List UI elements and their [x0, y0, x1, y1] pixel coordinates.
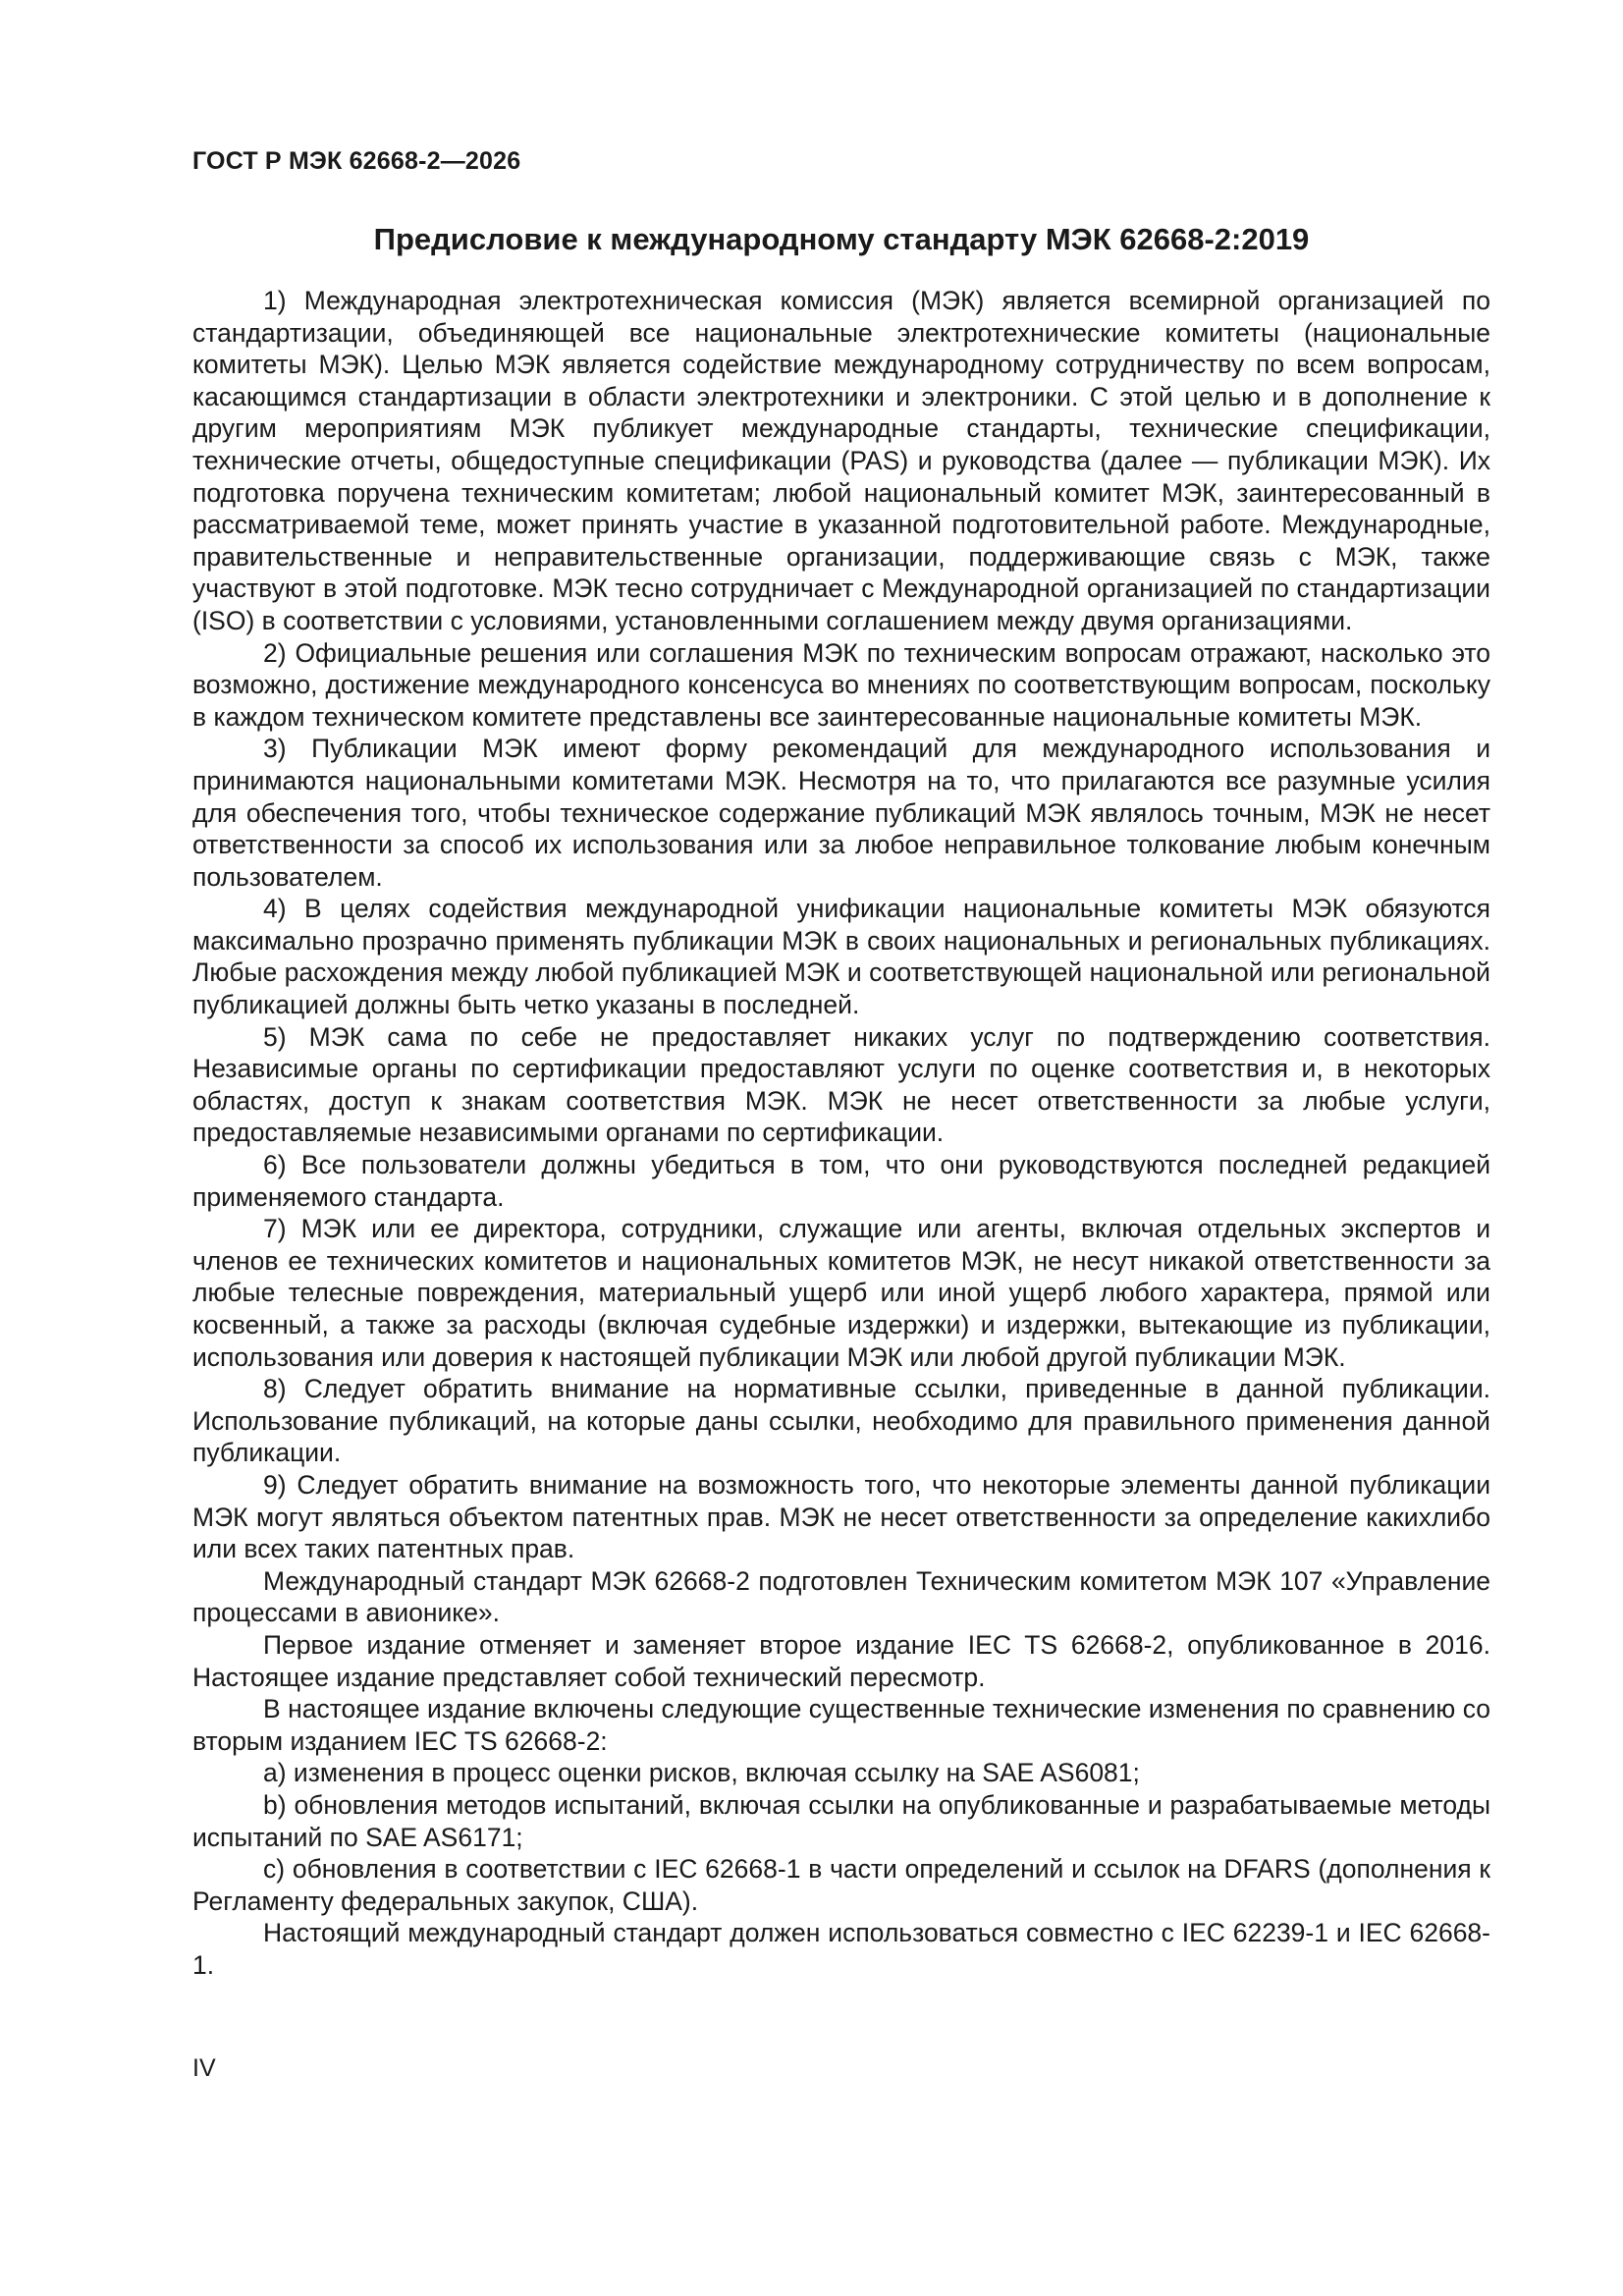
paragraph-6: 6) Все пользователи должны убедиться в том, что они руководствуются последней редакцией применяемого стандарта.	[192, 1150, 1490, 1212]
paragraph-8: 8) Следует обратить внимание на нормативные ссылки, приведенные в данной публикации. Использование публикаций, на которые даны ссылки, необходимо для правильного применения данной публикации.	[192, 1374, 1490, 1468]
paragraph-usage: Настоящий международный стандарт должен использоваться совместно с IEC 62239-1 и IEC 62668-1.	[192, 1918, 1490, 1980]
change-item-a: a) изменения в процесс оценки рисков, включая ссылку на SAE AS6081;	[263, 1758, 1140, 1788]
paragraph-9: 9) Следует обратить внимание на возможность того, что некоторые элементы данной публикации МЭК могут являться объектом патентных прав. МЭК не несет ответственности за определение какихлибо или всех таких патентных прав.	[192, 1469, 1490, 1564]
paragraph-5: 5) МЭК сама по себе не предоставляет никаких услуг по подтверждению соответствия. Независимые органы по сертификации предоставляют услуги по оценке соответствия и, в некоторых областях, доступ к знакам соответствия МЭК. МЭК не несет ответственности за любые услуги, предоставляемые независимыми органами по сертификации.	[192, 1021, 1490, 1148]
paragraph-1: 1) Международная электротехническая комиссия (МЭК) является всемирной организацией по стандартизации, объединяющей все национальные электротехнические комитеты (национальные комитеты МЭК). Целью МЭК является содействие международному сотрудничеству по всем вопросам, касающимся стандартизации в области электротехники и электроники. С этой целью и в дополнение к другим мероприятиям МЭК публикует международные стандарты, технические спецификации, технические отчеты, общедоступные спецификации (PAS) и руководства (далее — публикации МЭК). Их подготовка поручена техническим комитетам; любой национальный комитет МЭК, заинтересованный в рассматриваемой теме, может принять участие в указанной подготовительной работе. Международные, правительственные и неправительственные организации, поддерживающие связь с МЭК, также участвуют в этой подготовке. МЭК тесно сотрудничает с Международной организацией по стандартизации (ISO) в соответствии с условиями, установленными соглашением между двумя организациями.	[192, 286, 1490, 635]
paragraph-prepared-by: Международный стандарт МЭК 62668-2 подготовлен Техническим комитетом МЭК 107 «Управление процессами в авионике».	[192, 1565, 1490, 1628]
change-item-b: b) обновления методов испытаний, включая ссылки на опубликованные и разрабатываемые методы испытаний по SAE AS6171;	[192, 1789, 1490, 1852]
paragraph-4: 4) В целях содействия международной унификации национальные комитеты МЭК обязуются максимально прозрачно применять публикации МЭК в своих национальных и региональных публикациях. Любые расхождения между любой публикацией МЭК и соответствующей национальной или региональной публикацией должны быть четко указаны в последней.	[192, 894, 1490, 1020]
paragraph-3: 3) Публикации МЭК имеют форму рекомендаций для международного использования и принимаются национальными комитетами МЭК. Несмотря на то, что прилагаются все разумные усилия для обеспечения того, чтобы техническое содержание публикаций МЭК являлось точным, МЭК не несет ответственности за способ их использования или за любое неправильное толкование любым конечным пользователем.	[192, 734, 1490, 892]
paragraph-7: 7) МЭК или ее директора, сотрудники, служащие или агенты, включая отдельных экспертов и членов ее технических комитетов и национальных комитетов МЭК, не несут никакой ответственности за любые телесные повреждения, материальный ущерб или иной ущерб любого характера, прямой или косвенный, а также за расходы (включая судебные издержки) и издержки, вытекающие из публикации, использования или доверия к настоящей публикации МЭК или любой другой публикации МЭК.	[192, 1214, 1490, 1372]
section-title: Предисловие к международному стандарту МЭК 62668-2:2019	[373, 222, 1310, 256]
paragraph-edition: Первое издание отменяет и заменяет второе издание IEC TS 62668-2, опубликованное в 2016. Настоящее издание представляет собой технический пересмотр.	[192, 1629, 1490, 1692]
change-item-c: c) обновления в соответствии с IEC 62668-1 в части определений и ссылок на DFARS (дополнения к Регламенту федеральных закупок, США).	[192, 1854, 1490, 1916]
page-number: IV	[192, 2054, 216, 2082]
document-code-header: ГОСТ Р МЭК 62668-2—2026	[192, 147, 521, 175]
paragraph-2: 2) Официальные решения или соглашения МЭК по техническим вопросам отражают, насколько это возможно, достижение международного консенсуса во мнениях по соответствующим вопросам, поскольку в каждом техническом комитете представлены все заинтересованные национальные комитеты МЭК.	[192, 637, 1490, 732]
foreword-body	[192, 285, 1490, 1981]
paragraph-changes-intro: В настоящее издание включены следующие существенные технические изменения по сравнению со вторым изданием IEC TS 62668-2:	[192, 1694, 1490, 1756]
